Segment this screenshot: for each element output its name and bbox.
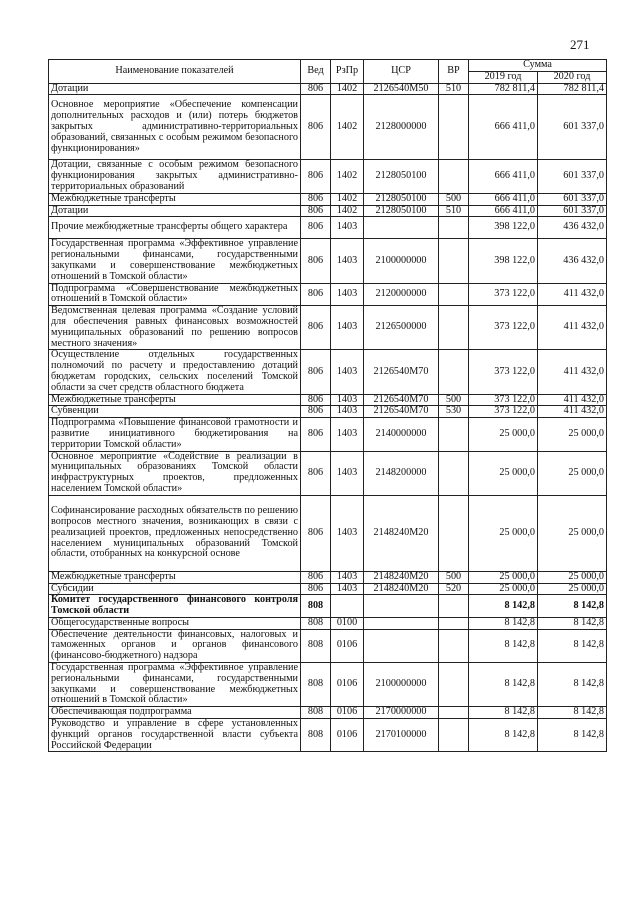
table-row [49,193,607,205]
row-amount-2020: 25 000,0 [538,451,607,495]
row-name: Основное мероприятие «Обеспечение компенсации дополнительных расходов и (или) потерь бюджетов закрытых административно-территориальных образований, связанных с особым режимом безопасного функционирования» [49,95,301,160]
row-amount-2019: 398 122,0 [469,239,538,283]
row-name: Межбюджетные трансферты [49,394,301,406]
row-name: Прочие межбюджетные трансферты общего характера [49,217,301,239]
row-rzpr: 1403 [331,239,364,283]
row-csr [364,629,439,662]
row-ved: 808 [301,719,331,752]
row-name: Подпрограмма «Повышение финансовой грамотности и развитие инициативного бюджетирования на территории Томской области» [49,418,301,451]
row-rzpr: 1402 [331,160,364,193]
row-amount-2019: 373 122,0 [469,406,538,418]
row-rzpr: 1403 [331,451,364,495]
row-amount-2019: 8 142,8 [469,719,538,752]
row-ved: 806 [301,418,331,451]
row-amount-2020: 8 142,8 [538,595,607,618]
row-amount-2020: 436 432,0 [538,239,607,283]
row-name: Софинансирование расходных обязательств по решению вопросов местного значения, возникающих в связи с реализацией проектов, предложенных непосредственно населением муниципальных образований Томской области, отобранных на конкурсной основе [49,495,301,571]
row-amount-2020: 8 142,8 [538,663,607,707]
row-name: Субвенции [49,406,301,418]
row-rzpr: 0106 [331,663,364,707]
row-amount-2019: 398 122,0 [469,217,538,239]
row-ved: 806 [301,406,331,418]
table-row [49,495,607,571]
row-name: Государственная программа «Эффективное управление региональными финансами, государственными закупками и совершенствование межбюджетных отношений в Томской области» [49,239,301,283]
row-rzpr: 1403 [331,394,364,406]
row-ved: 808 [301,617,331,629]
row-csr [364,217,439,239]
header-rzpr: РзПр [331,60,364,84]
row-name: Основное мероприятие «Содействие в реализации в муниципальных образованиях Томской области инфраструктурных проектов, предложенных населением Томской области» [49,451,301,495]
table-row [49,83,607,95]
row-rzpr: 1403 [331,306,364,350]
row-rzpr [331,595,364,618]
row-csr: 2126540М70 [364,394,439,406]
row-rzpr: 1403 [331,418,364,451]
row-csr: 2120000000 [364,283,439,306]
row-amount-2020: 601 337,0 [538,205,607,217]
row-amount-2019: 8 142,8 [469,595,538,618]
row-name: Обеспечивающая подпрограмма [49,707,301,719]
header-year-2019: 2019 год [469,71,538,83]
row-amount-2019: 373 122,0 [469,350,538,394]
row-amount-2019: 25 000,0 [469,583,538,595]
budget-table [48,59,607,752]
row-rzpr: 1403 [331,350,364,394]
row-vr [439,719,469,752]
table-row [49,617,607,629]
table-row [49,205,607,217]
row-name: Подпрограмма «Совершенствование межбюджетных отношений в Томской области» [49,283,301,306]
row-rzpr: 1403 [331,495,364,571]
row-vr [439,595,469,618]
table-row [49,406,607,418]
row-rzpr: 0106 [331,629,364,662]
row-vr [439,306,469,350]
row-name: Межбюджетные трансферты [49,571,301,583]
row-ved: 806 [301,495,331,571]
row-ved: 806 [301,217,331,239]
row-ved: 806 [301,160,331,193]
table-row [49,629,607,662]
table-row [49,95,607,160]
row-ved: 808 [301,629,331,662]
row-name: Дотации [49,83,301,95]
row-amount-2019: 666 411,0 [469,95,538,160]
row-amount-2020: 25 000,0 [538,583,607,595]
row-csr: 2126540М70 [364,350,439,394]
row-rzpr: 1403 [331,283,364,306]
row-ved: 808 [301,595,331,618]
table-row [49,583,607,595]
row-vr: 510 [439,205,469,217]
row-vr [439,707,469,719]
row-amount-2020: 8 142,8 [538,719,607,752]
row-vr: 520 [439,583,469,595]
row-amount-2019: 666 411,0 [469,205,538,217]
row-rzpr: 0106 [331,719,364,752]
page-number: 271 [570,37,590,52]
table-row [49,719,607,752]
row-rzpr: 1403 [331,571,364,583]
header-ved: Вед [301,60,331,84]
row-amount-2019: 25 000,0 [469,418,538,451]
row-rzpr: 1403 [331,217,364,239]
table-row [49,707,607,719]
row-ved: 808 [301,707,331,719]
row-name: Ведомственная целевая программа «Создание условий для обеспечения равных финансовых возможностей муниципальных образований по решению вопросов местного значения» [49,306,301,350]
row-vr [439,239,469,283]
table-row [49,663,607,707]
row-vr [439,629,469,662]
row-vr: 530 [439,406,469,418]
row-amount-2020: 8 142,8 [538,617,607,629]
row-vr [439,451,469,495]
table-row [49,160,607,193]
row-csr: 2148240М20 [364,571,439,583]
row-vr [439,350,469,394]
row-amount-2019: 8 142,8 [469,707,538,719]
row-ved: 806 [301,306,331,350]
row-vr [439,160,469,193]
row-vr: 500 [439,394,469,406]
row-rzpr: 0100 [331,617,364,629]
table-row [49,283,607,306]
row-ved: 806 [301,583,331,595]
row-amount-2020: 601 337,0 [538,160,607,193]
row-amount-2019: 666 411,0 [469,193,538,205]
row-amount-2020: 25 000,0 [538,418,607,451]
row-ved: 806 [301,451,331,495]
row-ved: 806 [301,571,331,583]
row-vr: 500 [439,571,469,583]
header-csr: ЦСР [364,60,439,84]
row-csr: 2148240М20 [364,495,439,571]
row-amount-2020: 25 000,0 [538,571,607,583]
row-rzpr: 1402 [331,95,364,160]
row-rzpr: 1403 [331,583,364,595]
row-name: Общегосударственные вопросы [49,617,301,629]
row-amount-2020: 25 000,0 [538,495,607,571]
row-csr: 2128050100 [364,193,439,205]
row-vr: 500 [439,193,469,205]
row-ved: 806 [301,283,331,306]
row-ved: 808 [301,663,331,707]
row-csr: 2126540М70 [364,406,439,418]
row-amount-2019: 373 122,0 [469,283,538,306]
row-name: Обеспечение деятельности финансовых, налоговых и таможенных органов и органов финансового (финансово-бюджетного) надзора [49,629,301,662]
row-ved: 806 [301,394,331,406]
row-amount-2020: 782 811,4 [538,83,607,95]
header-name: Наименование показателей [49,60,301,84]
row-name: Государственная программа «Эффективное управление региональными финансами, государственными закупками и совершенствование межбюджетных отношений в Томской области» [49,663,301,707]
row-csr: 2140000000 [364,418,439,451]
table-row [49,350,607,394]
row-ved: 806 [301,95,331,160]
row-csr: 2126500000 [364,306,439,350]
row-rzpr: 1402 [331,205,364,217]
row-vr [439,663,469,707]
table-row [49,571,607,583]
row-rzpr: 1402 [331,83,364,95]
row-csr [364,617,439,629]
table-body [49,83,607,752]
row-csr: 2128000000 [364,95,439,160]
row-name: Комитет государственного финансового контроля Томской области [49,595,301,618]
table-row [49,418,607,451]
row-name: Дотации [49,205,301,217]
row-vr [439,217,469,239]
row-csr: 2170100000 [364,719,439,752]
row-rzpr: 1402 [331,193,364,205]
row-ved: 806 [301,239,331,283]
row-vr [439,95,469,160]
table-row [49,595,607,618]
row-csr: 2148200000 [364,451,439,495]
row-amount-2020: 411 432,0 [538,394,607,406]
row-vr [439,418,469,451]
row-vr [439,495,469,571]
row-amount-2019: 25 000,0 [469,495,538,571]
header-vr: ВР [439,60,469,84]
row-vr: 510 [439,83,469,95]
header-sum: Сумма [469,60,607,72]
row-csr [364,595,439,618]
table-header [49,60,607,84]
row-vr [439,617,469,629]
table-row [49,306,607,350]
row-csr: 2170000000 [364,707,439,719]
table-row [49,451,607,495]
row-amount-2019: 782 811,4 [469,83,538,95]
row-amount-2020: 436 432,0 [538,217,607,239]
row-name: Осуществление отдельных государственных полномочий по расчету и предоставлению дотаций бюджетам городских, сельских поселений Томской области за счет средств областного бюджета [49,350,301,394]
row-amount-2019: 8 142,8 [469,629,538,662]
row-amount-2020: 601 337,0 [538,193,607,205]
row-rzpr: 1403 [331,406,364,418]
table-row [49,217,607,239]
table-row [49,239,607,283]
row-csr: 2126540М50 [364,83,439,95]
row-csr: 2148240М20 [364,583,439,595]
row-name: Межбюджетные трансферты [49,193,301,205]
row-amount-2020: 411 432,0 [538,283,607,306]
row-amount-2019: 373 122,0 [469,306,538,350]
row-ved: 806 [301,193,331,205]
row-amount-2019: 666 411,0 [469,160,538,193]
row-name: Дотации, связанные с особым режимом безопасного функционирования закрытых административно-территориальных образований [49,160,301,193]
row-amount-2020: 411 432,0 [538,350,607,394]
row-ved: 806 [301,83,331,95]
row-amount-2020: 8 142,8 [538,707,607,719]
row-amount-2020: 8 142,8 [538,629,607,662]
header-year-2020: 2020 год [538,71,607,83]
row-amount-2020: 411 432,0 [538,306,607,350]
row-amount-2020: 411 432,0 [538,406,607,418]
row-name: Руководство и управление в сфере установленных функций органов государственной власти субъекта Российской Федерации [49,719,301,752]
row-vr [439,283,469,306]
row-name: Субсидии [49,583,301,595]
row-amount-2020: 601 337,0 [538,95,607,160]
row-amount-2019: 8 142,8 [469,663,538,707]
row-ved: 806 [301,205,331,217]
row-rzpr: 0106 [331,707,364,719]
row-amount-2019: 25 000,0 [469,451,538,495]
row-csr: 2128050100 [364,205,439,217]
row-csr: 2100000000 [364,239,439,283]
row-amount-2019: 373 122,0 [469,394,538,406]
row-csr: 2100000000 [364,663,439,707]
row-amount-2019: 8 142,8 [469,617,538,629]
row-csr: 2128050100 [364,160,439,193]
table-row [49,394,607,406]
row-amount-2019: 25 000,0 [469,571,538,583]
row-ved: 806 [301,350,331,394]
